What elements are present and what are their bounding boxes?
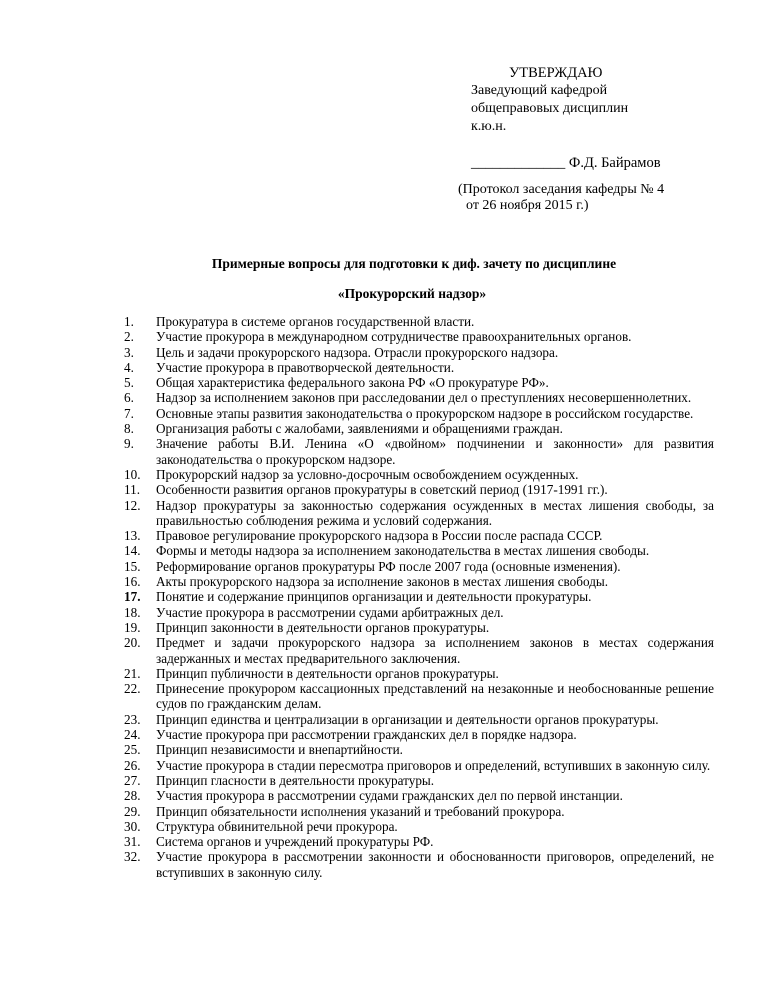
list-item [124, 482, 714, 497]
list-item [124, 360, 714, 375]
list-item [124, 467, 714, 482]
list-item [124, 849, 714, 880]
question-text: Участие прокурора в рассмотрении судами арбитражных дел. [156, 604, 504, 620]
question-text: Принцип законности в деятельности органов прокуратуры. [156, 619, 490, 635]
question-number: 9. [124, 436, 134, 452]
questions-list [124, 314, 714, 880]
approval-department: общеправовых дисциплин [471, 101, 629, 116]
list-item [124, 788, 714, 803]
question-text: Правовое регулирование прокурорского надзора в России после распада СССР. [156, 528, 603, 544]
question-text: Принцип независимости и внепартийности. [156, 742, 403, 758]
question-number: 25. [124, 742, 141, 758]
question-text: Участие прокурора в рассмотрении законности и обоснованности приговоров, определений, не вступивших в законную силу. [156, 849, 714, 880]
list-item [124, 329, 714, 344]
question-text: Участие прокурора в стадии пересмотра приговоров и определений, вступивших в законную силу. [156, 757, 711, 773]
question-number: 26. [124, 757, 141, 773]
list-item [124, 436, 714, 467]
question-number: 2. [124, 329, 134, 345]
list-item [124, 666, 714, 681]
question-text: Реформирование органов прокуратуры РФ после 2007 года (основные изменения). [156, 558, 621, 574]
list-item [124, 635, 714, 666]
question-text: Цель и задачи прокурорского надзора. Отрасли прокурорского надзора. [156, 344, 559, 360]
question-text: Участия прокурора в рассмотрении судами гражданских дел по первой инстанции. [156, 788, 623, 804]
question-text: Акты прокурорского надзора за исполнение законов в местах лишения свободы. [156, 574, 609, 590]
list-item [124, 758, 714, 773]
list-item [124, 834, 714, 849]
list-item [124, 819, 714, 834]
question-number: 29. [124, 803, 141, 819]
protocol-line-2: от 26 ноября 2015 г.) [466, 198, 589, 213]
question-number: 5. [124, 375, 134, 391]
question-text: Принесение прокурором кассационных представлений на незаконные и необоснованные решение судов по гражданским делам. [156, 681, 714, 712]
list-item [124, 345, 714, 360]
question-number: 13. [124, 528, 141, 544]
question-number: 3. [124, 344, 134, 360]
question-number: 11. [124, 482, 140, 498]
list-item [124, 528, 714, 543]
question-number: 18. [124, 604, 141, 620]
question-text: Надзор за исполнением законов при расследовании дел о преступлениях несовершеннолетних. [156, 390, 692, 406]
question-number: 28. [124, 788, 141, 804]
list-item [124, 681, 714, 712]
question-number: 31. [124, 834, 141, 850]
list-item [124, 742, 714, 757]
question-number: 19. [124, 619, 141, 635]
question-text: Участие прокурора при рассмотрении гражданских дел в порядке надзора. [156, 727, 577, 743]
question-text: Общая характеристика федерального закона РФ «О прокуратуре РФ». [156, 375, 549, 391]
list-item [124, 406, 714, 421]
question-number: 21. [124, 665, 141, 681]
list-item [124, 712, 714, 727]
question-number: 7. [124, 405, 134, 421]
question-number: 4. [124, 359, 134, 375]
approval-degree: к.ю.н. [471, 119, 507, 134]
list-item [124, 804, 714, 819]
question-text: Структура обвинительной речи прокурора. [156, 818, 398, 834]
question-number: 12. [124, 497, 141, 513]
question-number: 32. [124, 849, 141, 865]
question-text: Принцип обязательности исполнения указаний и требований прокурора. [156, 803, 565, 819]
approval-position: Заведующий кафедрой [471, 83, 608, 98]
question-number: 20. [124, 635, 141, 651]
document-title: Примерные вопросы для подготовки к диф. зачету по дисциплине [211, 256, 617, 271]
question-text: Значение работы В.И. Ленина «О «двойном» подчинении и законности» для развития законодательства о прокурорском надзоре. [156, 436, 714, 467]
list-item [124, 773, 714, 788]
question-text: Принцип гласности в деятельности прокуратуры. [156, 772, 435, 788]
question-text: Участие прокурора в международном сотрудничестве правоохранительных органов. [156, 329, 632, 345]
question-number: 22. [124, 681, 141, 697]
question-number: 1. [124, 314, 134, 329]
list-item [124, 498, 714, 529]
question-text: Особенности развития органов прокуратуры в советский период (1917-1991 гг.). [156, 482, 608, 498]
question-number: 17. [124, 589, 141, 605]
list-item [124, 390, 714, 405]
approval-title: УТВЕРЖДАЮ [509, 65, 603, 81]
question-number: 27. [124, 772, 141, 788]
question-number: 24. [124, 727, 141, 743]
question-text: Принцип публичности в деятельности органов прокуратуры. [156, 665, 499, 681]
question-number: 23. [124, 711, 141, 727]
question-text: Принцип единства и централизации в организации и деятельности органов прокуратуры. [156, 711, 659, 727]
question-number: 15. [124, 558, 141, 574]
question-number: 8. [124, 421, 134, 437]
question-text: Организация работы с жалобами, заявлениями и обращениями граждан. [156, 421, 563, 437]
question-text: Предмет и задачи прокурорского надзора за исполнением законов в местах содержания задержанных и местах предварительного заключения. [156, 635, 714, 666]
list-item [124, 574, 714, 589]
question-number: 10. [124, 466, 141, 482]
list-item [124, 421, 714, 436]
question-number: 16. [124, 574, 141, 590]
question-text: Прокуратура в системе органов государственной власти. [156, 314, 475, 329]
approval-block [471, 64, 731, 172]
list-item [124, 727, 714, 742]
question-number: 14. [124, 543, 141, 559]
question-number: 30. [124, 818, 141, 834]
question-text: Прокурорский надзор за условно-досрочным освобождением осужденных. [156, 466, 579, 482]
approval-signature: _____________ Ф.Д. Байрамов [471, 155, 661, 171]
list-item [124, 314, 714, 329]
question-number: 6. [124, 390, 134, 406]
list-item [124, 620, 714, 635]
question-text: Система органов и учреждений прокуратуры РФ. [156, 834, 434, 850]
question-text: Формы и методы надзора за исполнением законодательства в местах лишения свободы. [156, 543, 650, 559]
list-item [124, 559, 714, 574]
protocol-note [458, 182, 664, 214]
list-item [124, 605, 714, 620]
question-text: Понятие и содержание принципов организации и деятельности прокуратуры. [156, 589, 592, 605]
list-item [124, 589, 714, 604]
discipline-title: «Прокурорский надзор» [337, 286, 487, 301]
question-text: Основные этапы развития законодательства о прокурорском надзоре в российском государстве. [156, 405, 694, 421]
list-item [124, 375, 714, 390]
list-item [124, 543, 714, 558]
protocol-line-1: (Протокол заседания кафедры № 4 [458, 182, 665, 197]
question-text: Участие прокурора в правотворческой деятельности. [156, 359, 455, 375]
question-text: Надзор прокуратуры за законностью содержания осужденных в местах лишения свободы, за правильностью соблюдения режима и условий содержания. [156, 497, 714, 528]
